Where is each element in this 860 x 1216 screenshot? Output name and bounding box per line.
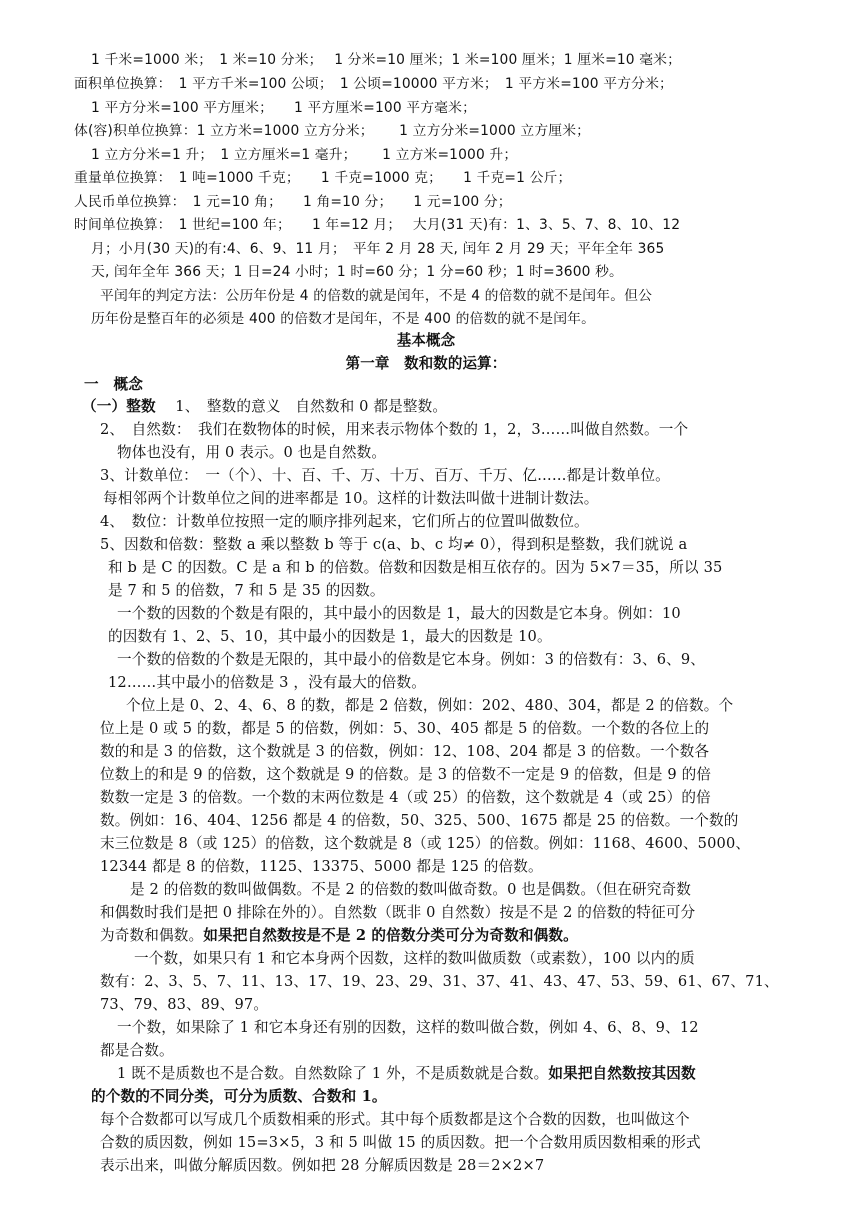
- length-units-line: 1 千米=1000 米； 1 米=10 分米； 1 分米=10 厘米；1 米=100 厘米；1 厘米=10 毫米；: [91, 52, 682, 68]
- divisibility-rules-5: 数数一定是 3 的倍数。一个数的末两位数是 4（或 25）的倍数，这个数就是 4（或 25）的倍: [100, 789, 711, 806]
- composite-def: 一个数，如果除了 1 和它本身还有别的因数，这样的数叫做合数，例如 4、6、8、9、12: [117, 1019, 699, 1036]
- factor-multiple-def-2: 和 b 是 C 的因数。C 是 a 和 b 的倍数。倍数和因数是相互依存的。因为 5×7＝35，所以 35: [108, 559, 723, 576]
- multiple-count-para: 一个数的倍数的个数是无限的，其中最小的倍数是它本身。例如：3 的倍数有：3、6、9、: [117, 651, 706, 668]
- place-value-def: 4、 数位：计数单位按照一定的顺序排列起来，它们所占的位置叫做数位。: [100, 513, 589, 530]
- prime-def: 一个数，如果只有 1 和它本身两个因数，这样的数叫做质数（或素数），100 以内的质: [134, 950, 695, 967]
- prime-list-2: 73、79、83、89、97。: [100, 996, 269, 1013]
- even-odd-plain: 为奇数和偶数。: [100, 927, 204, 944]
- prime-factor-para-3: 表示出来，叫做分解质因数。例如把 28 分解质因数是 28＝2×2×7: [100, 1157, 545, 1174]
- divisibility-rules-8: 12344 都是 8 的倍数，1125、13375、5000 都是 125 的倍数。: [100, 858, 543, 875]
- time-units-line-3: 天, 闰年全年 366 天；1 日=24 小时；1 时=60 分；1 分=60 秒；1 时=3600 秒。: [91, 264, 623, 280]
- natural-number-def: 2、 自然数： 我们在数物体的时候，用来表示物体个数的 1，2，3……叫做自然数。一个: [100, 421, 689, 438]
- time-units-line: 时间单位换算： 1 世纪=100 年； 1 年=12 月； 大月(31 天)有：1、3、5、7、8、10、12: [74, 217, 681, 233]
- divisibility-rules-7: 末三位数是 8（或 125）的倍数，这个数就是 8（或 125）的倍数。例如：1168、4600、5000、: [100, 835, 751, 852]
- divisibility-rules-6: 数。例如：16、404、1256 都是 4 的倍数，50、325、500、1675 都是 25 的倍数。一个数的: [100, 812, 739, 829]
- factor-count-para: 一个数的因数的个数是有限的，其中最小的因数是 1，最大的因数是它本身。例如：10: [117, 605, 681, 622]
- even-odd-para: 是 2 的倍数的数叫做偶数。不是 2 的倍数的数叫做奇数。0 也是偶数。（但在研究奇数: [130, 881, 691, 898]
- heading-chapter-one: 第一章 数和数的运算：: [345, 355, 507, 372]
- leap-year-rule-2: 历年份是整百年的必须是 400 的倍数才是闰年，不是 400 的倍数的就不是闰年。: [91, 311, 596, 327]
- divisibility-rules-3: 数的和是 3 的倍数，这个数就是 3 的倍数，例如：12、108、204 都是 3 的倍数。一个数各: [100, 743, 710, 760]
- one-emphasis-2: 的个数的不同分类，可分为质数、合数和 1。: [91, 1088, 387, 1105]
- rmb-units-line: 人民币单位换算： 1 元=10 角； 1 角=10 分； 1 元=100 分；: [74, 194, 512, 210]
- counting-unit-def-2: 每相邻两个计数单位之间的进率都是 10。这样的计数法叫做十进制计数法。: [103, 490, 599, 507]
- divisibility-rules-4: 位数上的和是 9 的倍数，这个数就是 9 的倍数。是 3 的倍数不一定是 9 的倍数，但是 9 的倍: [100, 766, 712, 783]
- factor-multiple-def: 5、因数和倍数：整数 a 乘以整数 b 等于 c(a、b、c 均≠ 0），得到积是整数，我们就说 a: [100, 536, 688, 553]
- prime-list: 数有：2、3、5、7、11、13、17、19、23、29、31、37、41、43、47、53、59、61、67、71、: [100, 973, 779, 990]
- prime-factor-para: 每个合数都可以写成几个质数相乘的形式。其中每个质数都是这个合数的因数，也叫做这个: [100, 1111, 690, 1128]
- leap-year-rule: 平闰年的判定方法：公历年份是 4 的倍数的就是闰年，不是 4 的倍数的就不是闰年。但公: [100, 288, 653, 304]
- heading-section-concepts: 一 概念: [84, 376, 143, 393]
- volume-units-line-2: 1 立方分米=1 升； 1 立方厘米=1 毫升； 1 立方米=1000 升；: [91, 147, 518, 163]
- one-classification: [117, 1064, 696, 1084]
- counting-unit-def: 3、计数单位： 一（个）、十、百、千、万、十万、百万、千万、亿……都是计数单位。: [100, 467, 670, 484]
- factor-count-para-2: 的因数有 1、2、5、10，其中最小的因数是 1，最大的因数是 10。: [108, 628, 552, 645]
- natural-number-def-2: 物体也没有，用 0 表示。0 也是自然数。: [117, 444, 387, 461]
- one-emphasis: 如果把自然数按其因数: [548, 1065, 696, 1082]
- heading-basic-concepts: 基本概念: [396, 332, 456, 349]
- even-odd-para-3: [100, 926, 578, 946]
- divisibility-rules-2: 位上是 0 或 5 的数，都是 5 的倍数，例如：5、30、405 都是 5 的倍数。一个数的各位上的: [100, 720, 710, 737]
- area-units-line-2: 1 平方分米=100 平方厘米； 1 平方厘米=100 平方毫米；: [91, 100, 477, 116]
- integer-heading-line: [82, 397, 447, 417]
- volume-units-line: 体(容)积单位换算：1 立方米=1000 立方分米； 1 立方分米=1000 立方厘米；: [74, 123, 591, 139]
- one-plain: 1 既不是质数也不是合数。自然数除了 1 外，不是质数就是合数。: [117, 1065, 549, 1082]
- prime-factor-para-2: 合数的质因数，例如 15=3×5，3 和 5 叫做 15 的质因数。把一个合数用质因数相乘的形式: [100, 1134, 701, 1151]
- integer-heading: （一）整数: [82, 398, 156, 415]
- divisibility-rules: 个位上是 0、2、4、6、8 的数，都是 2 倍数，例如：202、480、304，都是 2 的倍数。个: [126, 697, 734, 714]
- integer-meaning: 1、 整数的意义 自然数和 0 都是整数。: [155, 398, 448, 415]
- weight-units-line: 重量单位换算： 1 吨=1000 千克； 1 千克=1000 克； 1 千克=1 公斤；: [74, 170, 572, 186]
- area-units-line: 面积单位换算： 1 平方千米=100 公顷； 1 公顷=10000 平方米； 1 平方米=100 平方分米；: [74, 76, 673, 92]
- time-units-line-2: 月；小月(30 天)的有:4、6、9、11 月； 平年 2 月 28 天, 闰年 2 月 29 天；平年全年 365: [91, 241, 665, 257]
- even-odd-emphasis: 如果把自然数按是不是 2 的倍数分类可分为奇数和偶数。: [203, 927, 578, 944]
- multiple-count-para-2: 12……其中最小的倍数是 3 ，没有最大的倍数。: [108, 674, 427, 691]
- factor-multiple-def-3: 是 7 和 5 的倍数，7 和 5 是 35 的因数。: [108, 582, 385, 599]
- composite-def-2: 都是合数。: [100, 1042, 174, 1059]
- even-odd-para-2: 和偶数时我们是把 0 排除在外的）。自然数（既非 0 自然数）按是不是 2 的倍数的特征可分: [100, 904, 696, 921]
